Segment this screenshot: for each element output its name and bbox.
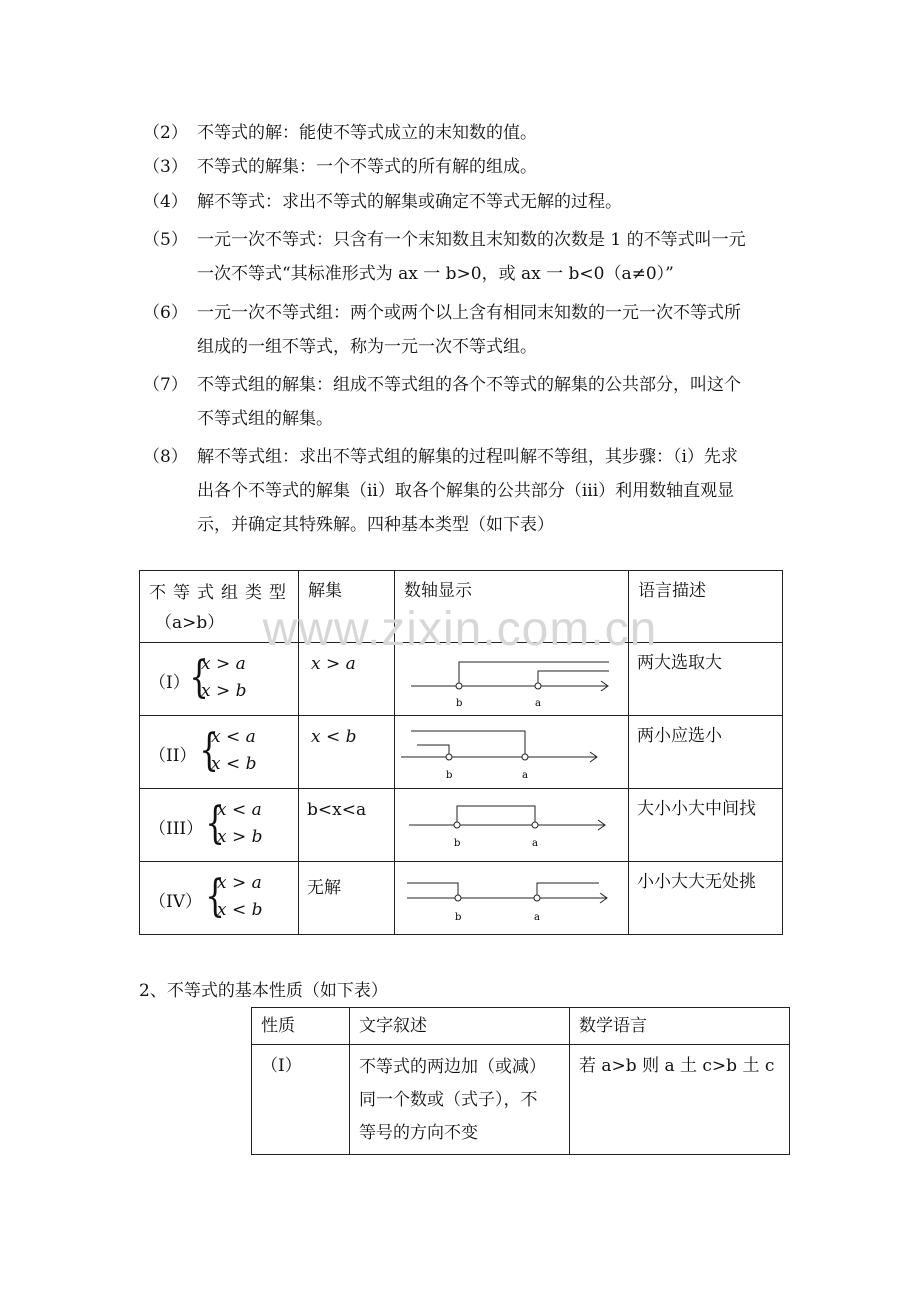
- point-a: [522, 754, 528, 760]
- watermark: www.zixin.com.cn: [262, 603, 658, 656]
- point-b: [456, 683, 462, 689]
- header-text: 文字叙述: [359, 1016, 427, 1036]
- header-type: 不等式组类型 （a>b）: [149, 583, 293, 633]
- solution-set: 无解: [307, 878, 341, 898]
- ray-a: [538, 671, 609, 686]
- item-number: （7）: [143, 375, 188, 395]
- item-line: 示，并确定其特殊解。四种基本类型（如下表）: [197, 515, 554, 535]
- item-number: （5）: [143, 230, 188, 250]
- point-a: [534, 895, 540, 901]
- header-solution: 解集: [308, 581, 342, 601]
- item-line: 一次不等式“其标准形式为 ax 一 b>0，或 ax 一 b<0（a≠0）”: [197, 264, 674, 284]
- item-number: （8）: [143, 447, 188, 467]
- ray-a: [411, 731, 525, 757]
- label-a: a: [522, 770, 528, 781]
- point-b: [454, 822, 460, 828]
- label-b: b: [456, 698, 463, 709]
- point-b: [446, 754, 452, 760]
- item-number: （2）: [143, 123, 188, 143]
- item-text: [197, 185, 797, 219]
- item-line: 不等式的解：能使不等式成立的末知数的值。: [197, 123, 537, 143]
- inequality-system: （I） { x > a x > b: [149, 652, 247, 703]
- point-a: [532, 822, 538, 828]
- inequality-system: （II） { x < a x < b: [149, 725, 257, 776]
- item-line: 不等式组的解集。: [197, 409, 333, 429]
- solution-set: x > a: [311, 654, 356, 674]
- item-line: 一元一次不等式：只含有一个末知数且末知数的次数是 1 的不等式叫一元: [197, 230, 746, 250]
- item-text: [197, 116, 797, 150]
- solution-set: x < b: [311, 727, 357, 747]
- language-description: 大小小大中间找: [637, 799, 756, 819]
- header-language: 语言描述: [638, 581, 706, 601]
- item-line: 组成的一组不等式，称为一元一次不等式组。: [197, 337, 537, 357]
- ray-b: [459, 662, 609, 686]
- ray-a: [537, 883, 599, 898]
- interval-bracket: [457, 806, 535, 825]
- item-text: [197, 150, 797, 184]
- label-a: a: [532, 838, 538, 849]
- item-line: 解不等式：求出不等式的解集或确定不等式无解的过程。: [197, 192, 622, 212]
- item-text: [197, 223, 797, 291]
- property-math: 若 a>b 则 a 土 c>b 土 c: [579, 1056, 775, 1076]
- header-numberline: 数轴显示: [404, 581, 472, 601]
- label-a: a: [535, 698, 541, 709]
- item-text: [197, 368, 797, 436]
- inequality-system: （IV） { x > a x < b: [149, 871, 263, 922]
- label-b: b: [446, 770, 453, 781]
- inequality-properties-table: [251, 1007, 790, 1155]
- point-a: [535, 683, 541, 689]
- item-number: （6）: [143, 303, 188, 323]
- item-line: 解不等式组：求出不等式组的解集的过程叫解不等组，其步骤：（i）先求: [197, 447, 738, 467]
- number-line-diagram: [409, 654, 619, 712]
- language-description: 两小应选小: [637, 726, 722, 746]
- item-line: 一元一次不等式组：两个或两个以上含有相同末知数的一元一次不等式所: [197, 303, 741, 323]
- property-label: （I）: [261, 1056, 302, 1076]
- item-text: [197, 296, 797, 364]
- item-line: 不等式组的解集：组成不等式组的各个不等式的解集的公共部分，叫这个: [197, 375, 741, 395]
- property-description: 不等式的两边加（或减） 同一个数或（式子），不 等号的方向不变: [359, 1057, 546, 1143]
- label-b: b: [454, 838, 461, 849]
- ray-b: [417, 745, 449, 757]
- inequality-system: （III） { x < a x > b: [149, 798, 263, 849]
- item-line: 不等式的解集：一个不等式的所有解的组成。: [197, 157, 537, 177]
- header-property: 性质: [261, 1016, 295, 1036]
- language-description: 两大选取大: [637, 653, 722, 673]
- item-number: （3）: [143, 157, 188, 177]
- solution-set: b<x<a: [307, 800, 367, 820]
- label-b: b: [455, 912, 462, 923]
- number-line-diagram: [399, 723, 619, 783]
- item-line: 出各个不等式的解集（ii）取各个解集的公共部分（iii）利用数轴直观显: [197, 481, 735, 501]
- item-number: （4）: [143, 192, 188, 212]
- section-title: 2、不等式的基本性质（如下表）: [139, 981, 388, 1001]
- label-a: a: [534, 912, 540, 923]
- ray-b: [407, 883, 458, 898]
- number-line-diagram: [405, 870, 619, 930]
- header-math: 数学语言: [579, 1016, 647, 1036]
- number-line-diagram: [407, 798, 619, 856]
- item-text: [197, 440, 797, 542]
- language-description: 小小大大无处挑: [637, 872, 756, 892]
- point-b: [455, 895, 461, 901]
